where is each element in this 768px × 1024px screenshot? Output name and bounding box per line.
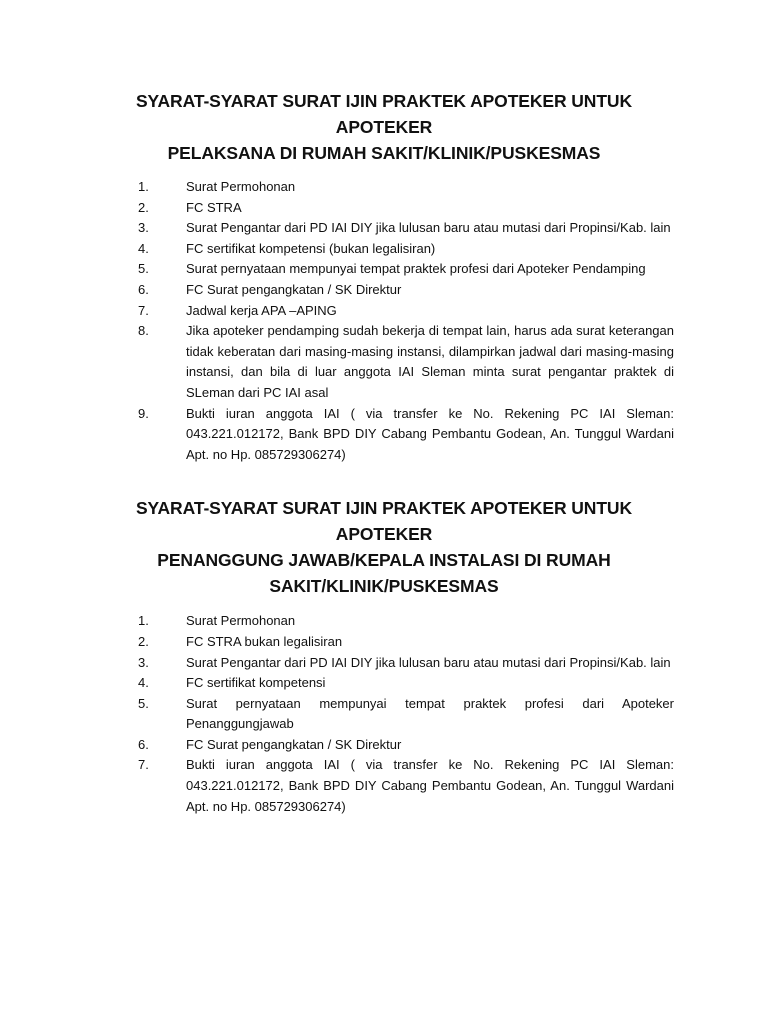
item-text: Surat Permohonan [186,613,296,629]
list-item [138,694,674,735]
title-line: SYARAT-SYARAT SURAT IJIN PRAKTEK APOTEKER UNTUK APOTEKER [135,498,633,545]
list-item [138,755,674,817]
item-number: 3. [138,220,149,236]
section-penanggung-jawab [94,495,674,817]
item-number: 7. [138,302,149,318]
list-item [138,404,674,466]
item-number: 3. [138,654,149,670]
item-text: FC STRA [186,199,242,215]
item-text: FC STRA bukan legalisiran [186,633,343,649]
item-number: 2. [138,633,149,649]
section-title [94,88,674,166]
item-text: FC sertifikat kompetensi [186,675,326,691]
title-line: SYARAT-SYARAT SURAT IJIN PRAKTEK APOTEKER UNTUK APOTEKER [135,91,633,137]
item-text: Surat Permohonan [186,179,296,194]
list-item [138,218,674,239]
list-item [138,259,674,280]
list-item [138,239,674,260]
item-text: FC sertifikat kompetensi (bukan legalisiran) [186,240,436,256]
item-text: Surat pernyataan mempunyai tempat praktek profesi dari Apoteker Penanggungjawab [186,695,674,732]
item-text: Bukti iuran anggota IAI ( via transfer ke No. Rekening PC IAI Sleman: 043.221.012172, Bank BPD DIY Cabang Pembantu Godean, An. Tunggul Wardani Apt. no Hp. 085729306274) [186,405,674,462]
document-page [94,88,674,817]
item-number: 6. [138,736,149,752]
item-number: 5. [138,695,149,711]
list-item [138,673,674,694]
item-number: 8. [138,323,149,339]
item-text: FC Surat pengangkatan / SK Direktur [186,281,402,297]
list-item [138,280,674,301]
list-item [138,321,674,403]
list-item [138,301,674,322]
item-number: 1. [138,613,149,629]
item-text: Bukti iuran anggota IAI ( via transfer ke No. Rekening PC IAI Sleman: 043.221.012172, Bank BPD DIY Cabang Pembantu Godean, An. Tunggul Wardani Apt. no Hp. 085729306274) [186,757,674,814]
item-number: 6. [138,281,149,297]
list-item [138,632,674,653]
list-item [138,735,674,756]
item-number: 7. [138,757,149,773]
item-number: 4. [138,240,149,256]
list-item [138,653,674,674]
list-item [138,198,674,219]
title-line: PENANGGUNG JAWAB/KEPALA INSTALASI DI RUMAH [157,550,611,571]
section-pelaksana [94,88,674,465]
item-number: 9. [138,405,149,421]
requirements-list [138,611,674,817]
section-title [94,495,674,599]
item-number: 4. [138,675,149,691]
item-text: Jadwal kerja APA –APING [186,302,337,318]
item-number: 2. [138,199,149,215]
item-number: 1. [138,179,149,194]
item-text: Jika apoteker pendamping sudah bekerja di tempat lain, harus ada surat keterangan tidak keberatan dari masing-masing instansi, dilampirkan jadwal dari masing-masing instansi, dan bila di luar anggota IAI Sleman minta surat pengantar praktek di SLeman dari PC IAI asal [186,323,674,400]
item-text: FC Surat pengangkatan / SK Direktur [186,736,402,752]
requirements-list [138,177,674,465]
item-number: 5. [138,261,149,277]
item-text: Surat Pengantar dari PD IAI DIY jika lulusan baru atau mutasi dari Propinsi/Kab. lain [186,654,671,670]
title-line: SAKIT/KLINIK/PUSKESMAS [269,576,499,597]
item-text: Surat pernyataan mempunyai tempat praktek profesi dari Apoteker Pendamping [186,261,646,277]
title-line: PELAKSANA DI RUMAH SAKIT/KLINIK/PUSKESMAS [167,143,601,163]
item-text: Surat Pengantar dari PD IAI DIY jika lulusan baru atau mutasi dari Propinsi/Kab. lain [186,220,671,236]
list-item [138,177,674,198]
list-item [138,611,674,632]
